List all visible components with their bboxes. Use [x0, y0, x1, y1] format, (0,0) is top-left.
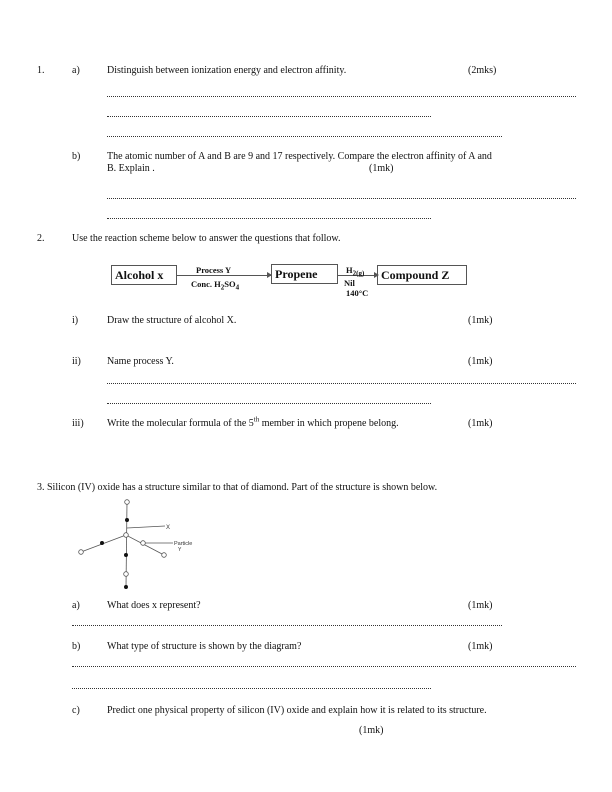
q2ii-label: ii): [72, 356, 81, 367]
ni-label: Nil: [344, 278, 355, 288]
q2-number: 2.: [37, 233, 45, 244]
q3c-marks: (1mk): [359, 725, 384, 736]
q2iii-marks: (1mk): [468, 418, 493, 429]
silica-structure-diagram: [60, 495, 220, 595]
q2i-text: Draw the structure of alcohol X.: [107, 315, 237, 326]
answer-line[interactable]: [107, 92, 576, 97]
q3a-text: What does x represent?: [107, 600, 201, 611]
alcohol-box: Alcohol x: [111, 265, 177, 285]
h2-label: $H_{2(g)}$: [346, 265, 365, 278]
q3a-label: a): [72, 600, 80, 611]
answer-line[interactable]: [107, 214, 431, 219]
q2-intro: Use the reaction scheme below to answer the questions that follow.: [72, 233, 341, 244]
x-label: X: [166, 525, 171, 531]
process-label: Process Y: [196, 265, 232, 275]
q3b-text: What type of structure is shown by the diagram?: [107, 641, 302, 652]
conc-label: Conc. $H_2SO_4$: [191, 279, 240, 292]
q3-text: 3. Silicon (IV) oxide has a structure similar to that of diamond. Part of the structure is shown below.: [37, 482, 438, 493]
y-label: Y: [178, 547, 182, 553]
q1a-text: Distinguish between ionization energy and electron affinity.: [107, 65, 347, 76]
answer-line[interactable]: [107, 379, 576, 384]
answer-line[interactable]: [107, 194, 576, 199]
q3c-text: Predict one physical property of silicon (IV) oxide and explain how it is related to its structure.: [107, 705, 487, 716]
q1b-text-cont: B. Explain .: [107, 163, 155, 174]
q3b-marks: (1mk): [468, 641, 493, 652]
answer-line[interactable]: [72, 684, 431, 689]
q2ii-marks: (1mk): [468, 356, 493, 367]
q1b-label: b): [72, 151, 81, 162]
answer-line[interactable]: [107, 112, 431, 117]
q3a-marks: (1mk): [468, 600, 493, 611]
q2iii-label: iii): [72, 418, 84, 429]
propene-box: Propene: [271, 264, 338, 284]
q3c-label: c): [72, 705, 80, 716]
q1b-text: The atomic number of A and B are 9 and 17 respectively. Compare the electron affinity of A and: [107, 151, 492, 162]
q2ii-text: Name process Y.: [107, 356, 174, 367]
answer-line[interactable]: [72, 621, 502, 626]
q2iii-text: Write the molecular formula of the 5th member in which propene belong.: [107, 415, 399, 429]
particle-label: Particle: [174, 541, 193, 547]
answer-line[interactable]: [107, 132, 502, 137]
compound-z-box: Compound Z: [377, 265, 467, 285]
q2i-marks: (1mk): [468, 315, 493, 326]
answer-line[interactable]: [107, 399, 431, 404]
q1a-marks: (2mks): [468, 65, 497, 76]
answer-line[interactable]: [72, 662, 576, 667]
q3b-label: b): [72, 641, 81, 652]
q1b-marks: (1mk): [369, 163, 394, 174]
q1-number: 1.: [37, 65, 45, 76]
q2i-label: i): [72, 315, 79, 326]
q1a-label: a): [72, 65, 80, 76]
temp-label: 140°C: [346, 288, 369, 298]
